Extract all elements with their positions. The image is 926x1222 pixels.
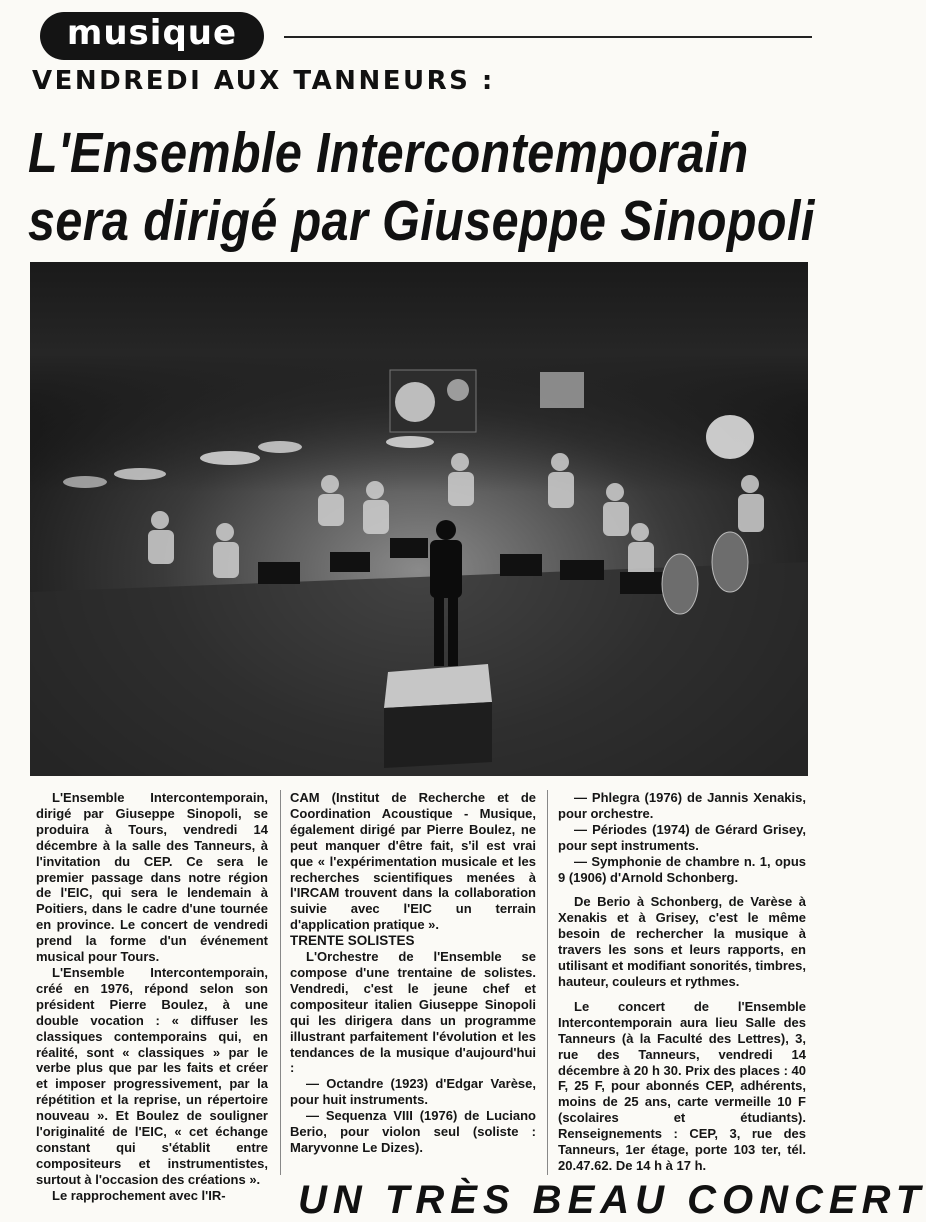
headline: [28, 120, 815, 256]
program-item: — Périodes (1974) de Gérard Grisey, pour sept instruments.: [558, 821, 806, 853]
kicker: VENDREDI AUX TANNEURS :: [32, 66, 495, 96]
headline-line-1: L'Ensemble Intercontemporain: [28, 121, 749, 185]
program-item: — Symphonie de chambre n. 1, opus 9 (1906) d'Arnold Schonberg.: [558, 853, 806, 885]
concert-photo: [30, 262, 808, 776]
section-label: musique: [66, 13, 238, 53]
paragraph: Le rapprochement avec l'IR-: [52, 1187, 226, 1203]
next-article-headline-cut: [298, 1176, 926, 1222]
paragraph: De Berio à Schonberg, de Varèse à Xenakis et à Grisey, c'est le même besoin de rechercher la musique à travers les sons et leurs rapports, en utilisant et modifiant sonorités, timbres, hauteur, couleurs et rythmes.: [558, 894, 806, 989]
concert-photo-illustration: [30, 262, 808, 776]
section-badge: [40, 12, 264, 60]
program-item: — Phlegra (1976) de Jannis Xenakis, pour orchestre.: [558, 790, 806, 821]
program-item: — Octandre (1923) d'Edgar Varèse, pour huit instruments.: [290, 1076, 536, 1108]
paragraph: CAM (Institut de Recherche et de Coordination Acoustique - Musique, également dirigé par Pierre Boulez, ne peut manquer d'être fait, s'il est vrai que « l'expérimentation musicale et les recherches scientifiques menées à l'IRCAM trouvent dans la collaboration suivie avec l'EIC un terrain d'application pratique ».: [290, 790, 536, 933]
subheading: TRENTE SOLISTES: [290, 933, 415, 949]
paragraph: Le concert de l'Ensemble Intercontemporain aura lieu Salle des Tanneurs (à la Faculté des Lettres), 3, rue des Tanneurs, vendredi 14 décembre à 20 h 30. Prix des places : 40 F, 25 F, pour abonnés CEP, adhérents, moins de 25 ans, carte vermeille 10 F (scolaires et étudiants). Renseignements : CEP, 3, rue des Tanneurs, 1er étage, porte 103 ter, tél. 20.47.62. De 14 h à 17 h.: [558, 998, 806, 1173]
program-item: — Sequenza VIII (1976) de Luciano Berio, pour violon seul (soliste : Maryvonne Le Dizes).: [290, 1108, 536, 1155]
article-column-3: [558, 790, 806, 1174]
article-column-1: [36, 790, 268, 1204]
paragraph: L'Orchestre de l'Ensemble se compose d'une trentaine de solistes. Vendredi, c'est le jeune chef et compositeur italien Giuseppe Sinopoli qui les dirigera dans un programme illustrant parfaitement l'évolution et les tendances de la musique d'aujourd'hui :: [290, 949, 536, 1076]
column-divider: [280, 790, 281, 1175]
column-divider: [547, 790, 548, 1175]
next-article-headline: UN TRÈS BEAU CONCERT: [298, 1178, 926, 1222]
headline-line-2: sera dirigé par Giuseppe Sinopoli: [28, 189, 815, 253]
article-column-2: [290, 790, 536, 1156]
paragraph: L'Ensemble Intercontemporain, dirigé par Giuseppe Sinopoli, se produira à Tours, vendredi 14 décembre à la salle des Tanneurs, à l'invitation du CEP. Ce sera le premier passage dans notre région de l'EIC, qui sera le lendemain à Poitiers, dans le cadre d'une tournée en province. Le concert de vendredi prend la forme d'un événement musical pour Tours.: [36, 790, 268, 965]
paragraph: L'Ensemble Intercontemporain, créé en 1976, répond selon son président Pierre Boulez, à une double vocation : « diffuser les classiques contemporains qui, en réalité, sont « classiques » par le verbe plus que par les faits et créer et imposer progressivement, par la répétition et la reprise, un répertoire nouveau ». Et Boulez de souligner l'originalité de l'EIC, « cet échange constant qui s'établit entre compositeurs et instrumentistes, surtout à l'occasion des créations ».: [36, 964, 268, 1187]
banner-rule: [284, 36, 812, 38]
